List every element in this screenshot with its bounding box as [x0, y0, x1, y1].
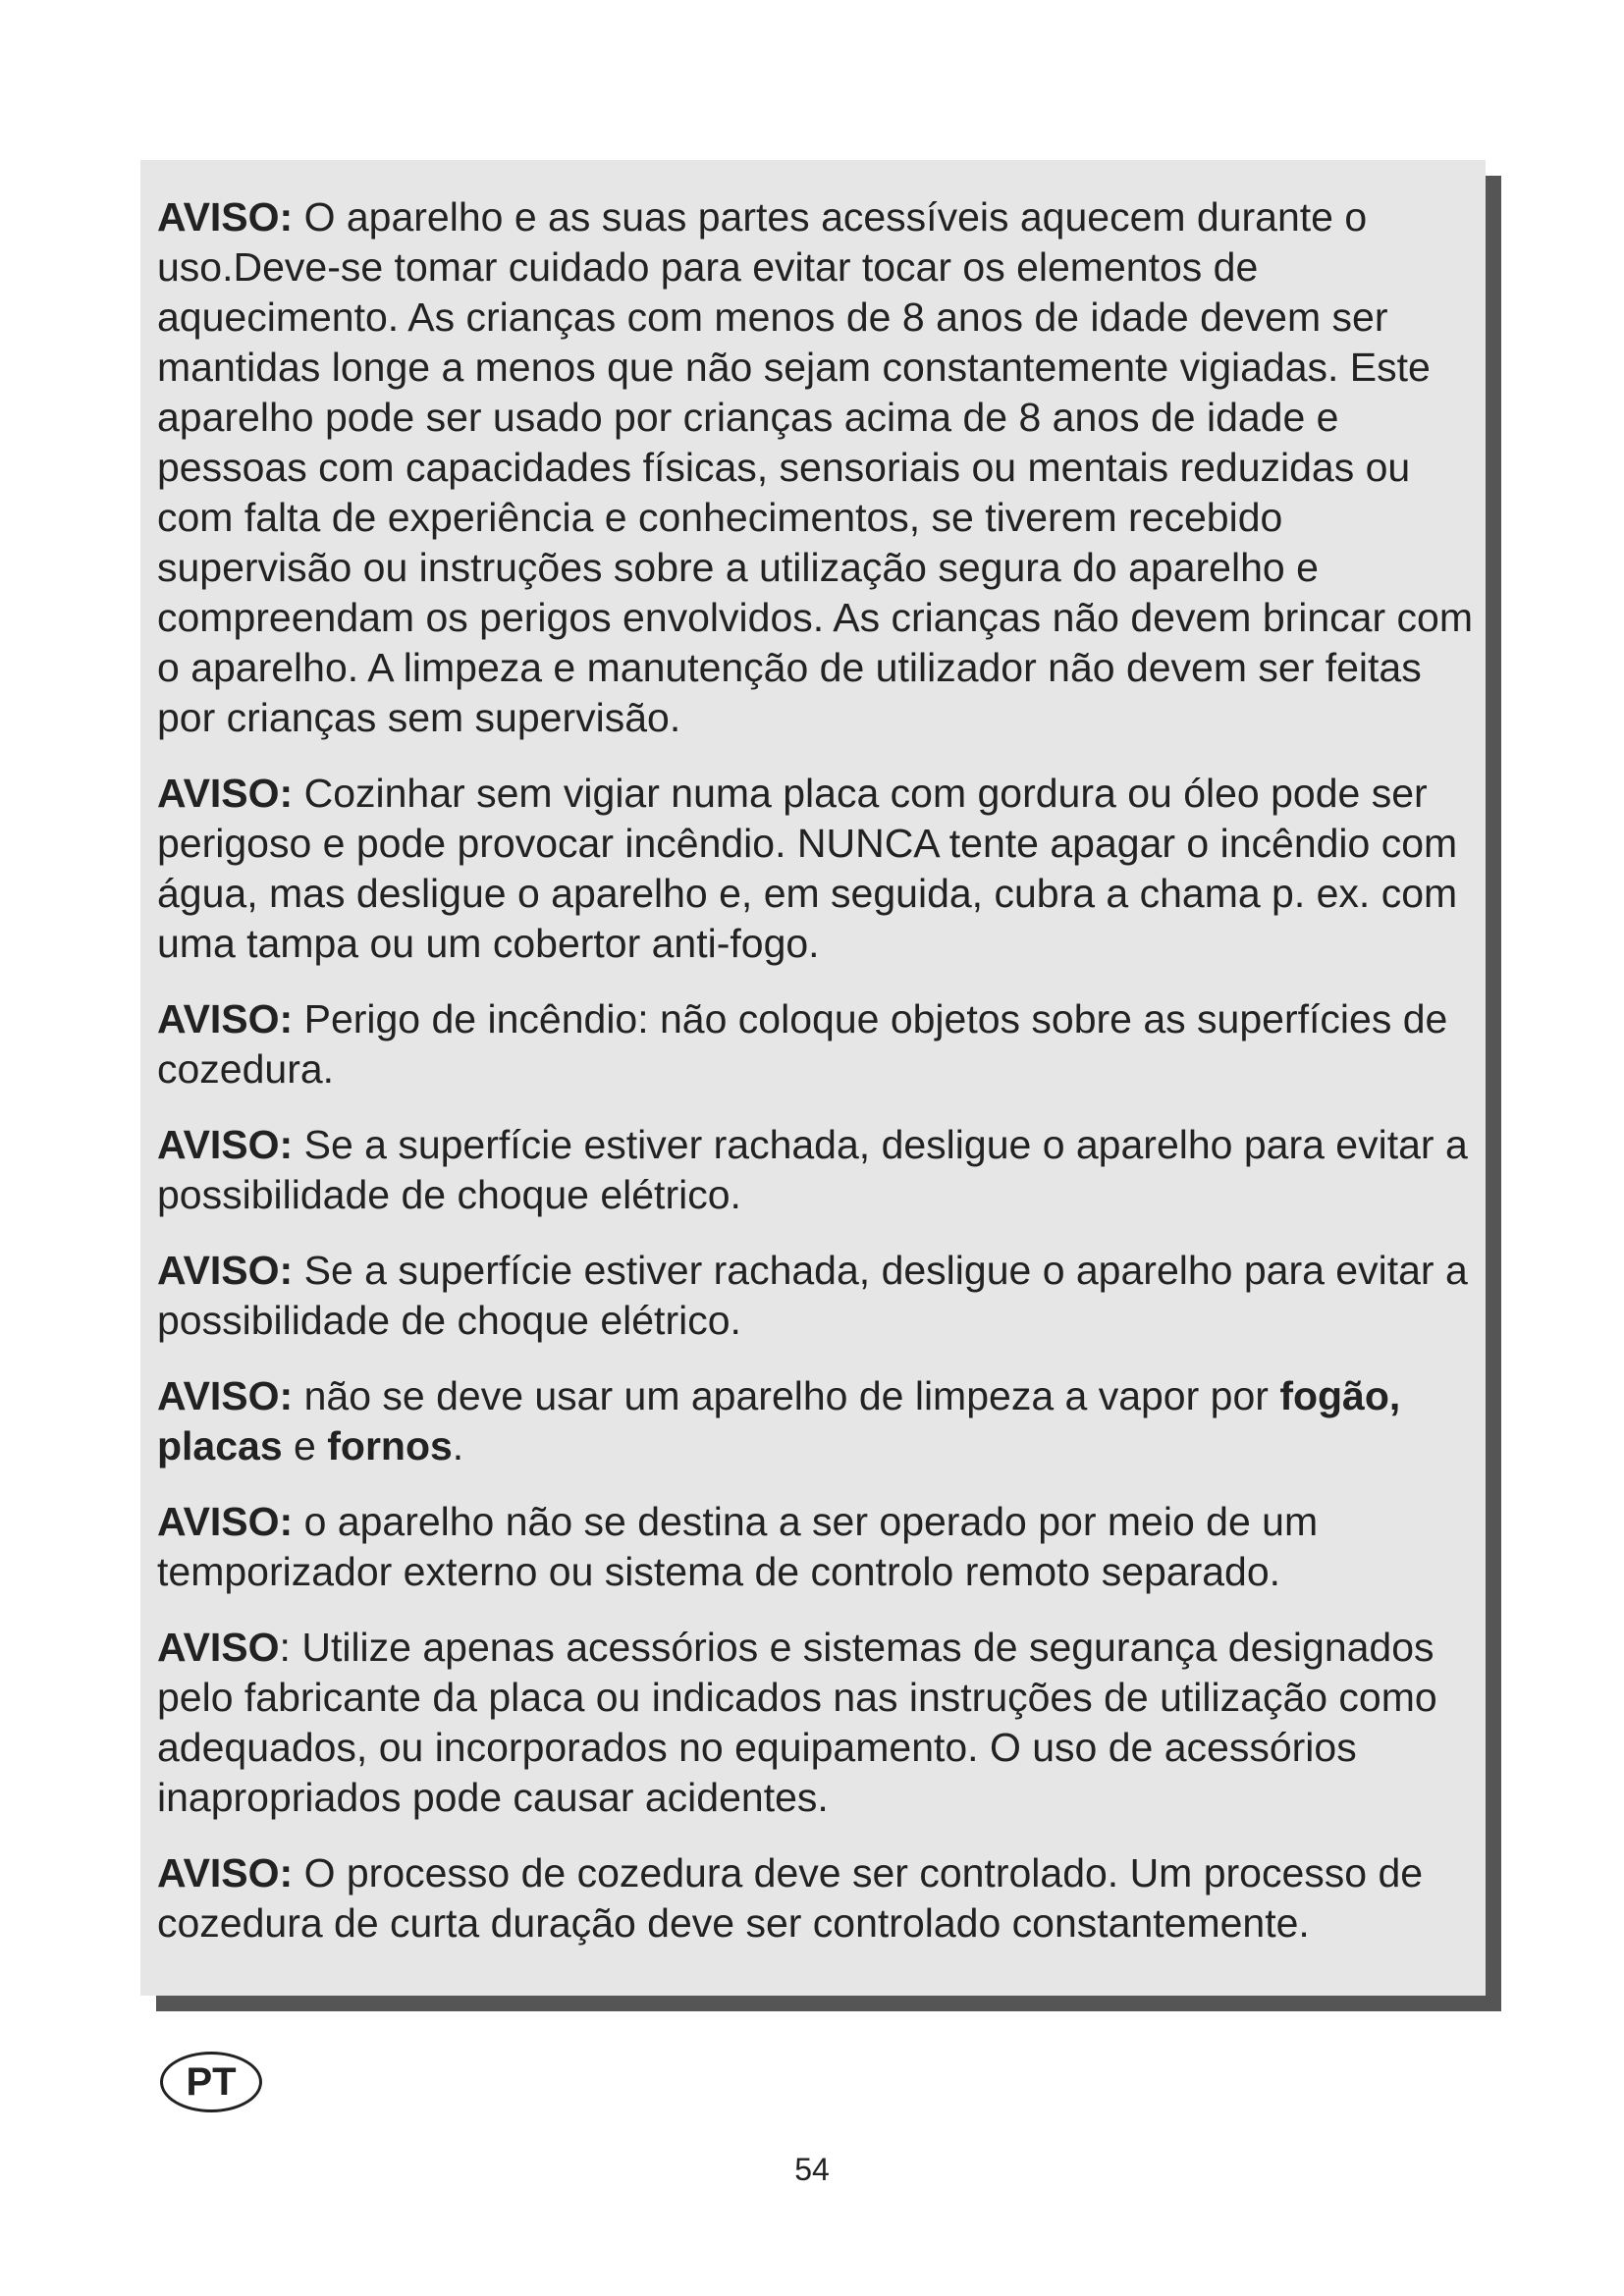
warning-text: Se a superfície estiver rachada, desligue o aparelho para evitar a possibilidade de choque elétrico. — [157, 1248, 1468, 1343]
warning-text: Perigo de incêndio: não coloque objetos sobre as superfícies de cozedura. — [157, 996, 1448, 1092]
warning-3 — [157, 994, 1483, 1095]
warning-bold-term: fogão, placas — [157, 1373, 1401, 1468]
warning-text: Cozinhar sem vigiar numa placa com gordura ou óleo pode ser perigoso e pode provocar incêndio. NUNCA tente apagar o incêndio com água, mas desligue o aparelho e, em seguida, cubra a chama p. ex. com uma tampa ou um cobertor anti-fogo. — [157, 771, 1458, 966]
warning-label: AVISO — [157, 1625, 280, 1670]
warning-6 — [157, 1371, 1483, 1471]
warning-label: AVISO: — [157, 1248, 294, 1293]
warning-text: . — [452, 1423, 464, 1468]
warning-label: AVISO: — [157, 194, 294, 240]
warning-text: e — [282, 1423, 328, 1468]
warning-label: AVISO: — [157, 1122, 294, 1167]
warning-1 — [157, 192, 1483, 743]
language-code: PT — [186, 2059, 237, 2104]
warning-bold-term: fornos — [327, 1423, 453, 1468]
warning-label: AVISO: — [157, 771, 294, 816]
warning-label: AVISO: — [157, 996, 294, 1041]
warning-label: AVISO: — [157, 1373, 294, 1418]
warning-2 — [157, 769, 1483, 969]
warning-label: AVISO: — [157, 1499, 294, 1544]
warning-4 — [157, 1120, 1483, 1220]
warning-5 — [157, 1246, 1483, 1346]
warning-text: não se deve usar um aparelho de limpeza a vapor por — [293, 1373, 1280, 1418]
warning-label: AVISO: — [157, 1850, 294, 1896]
warning-7 — [157, 1497, 1483, 1597]
warning-text: o aparelho não se destina a ser operado por meio de um temporizador externo ou sistema de controlo remoto separado. — [157, 1499, 1319, 1594]
language-badge — [160, 2052, 262, 2112]
warning-text: O aparelho e as suas partes acessíveis aquecem durante o uso.Deve-se tomar cuidado para evitar tocar os elementos de aquecimento. As crianças com menos de 8 anos de idade devem ser mantidas longe a menos que não sejam constantemente vigiadas. Este aparelho pode ser usado por crianças acima de 8 anos de idade e pessoas com capacidades físicas, sensoriais ou mentais reduzidas ou com falta de experiência e conhecimentos, se tiverem recebido supervisão ou instruções sobre a utilização segura do aparelho e compreendam os perigos envolvidos. As crianças não devem brincar com o aparelho. A limpeza e manutenção de utilizador não devem ser feitas por crianças sem supervisão. — [157, 194, 1473, 740]
warning-text: O processo de cozedura deve ser controlado. Um processo de cozedura de curta duração deve ser controlado constantemente. — [157, 1850, 1424, 1946]
warning-text: Se a superfície estiver rachada, desligue o aparelho para evitar a possibilidade de choque elétrico. — [157, 1122, 1468, 1217]
page-number: 54 — [794, 2152, 830, 2187]
warning-8 — [157, 1623, 1483, 1823]
warning-text: : Utilize apenas acessórios e sistemas de segurança designados pelo fabricante da placa ou indicados nas instruções de utilização como adequados, ou incorporados no equipamento. O uso de acessórios inapropriados pode causar acidentes. — [157, 1625, 1437, 1820]
warnings-list — [157, 192, 1483, 1949]
warning-9 — [157, 1848, 1483, 1949]
